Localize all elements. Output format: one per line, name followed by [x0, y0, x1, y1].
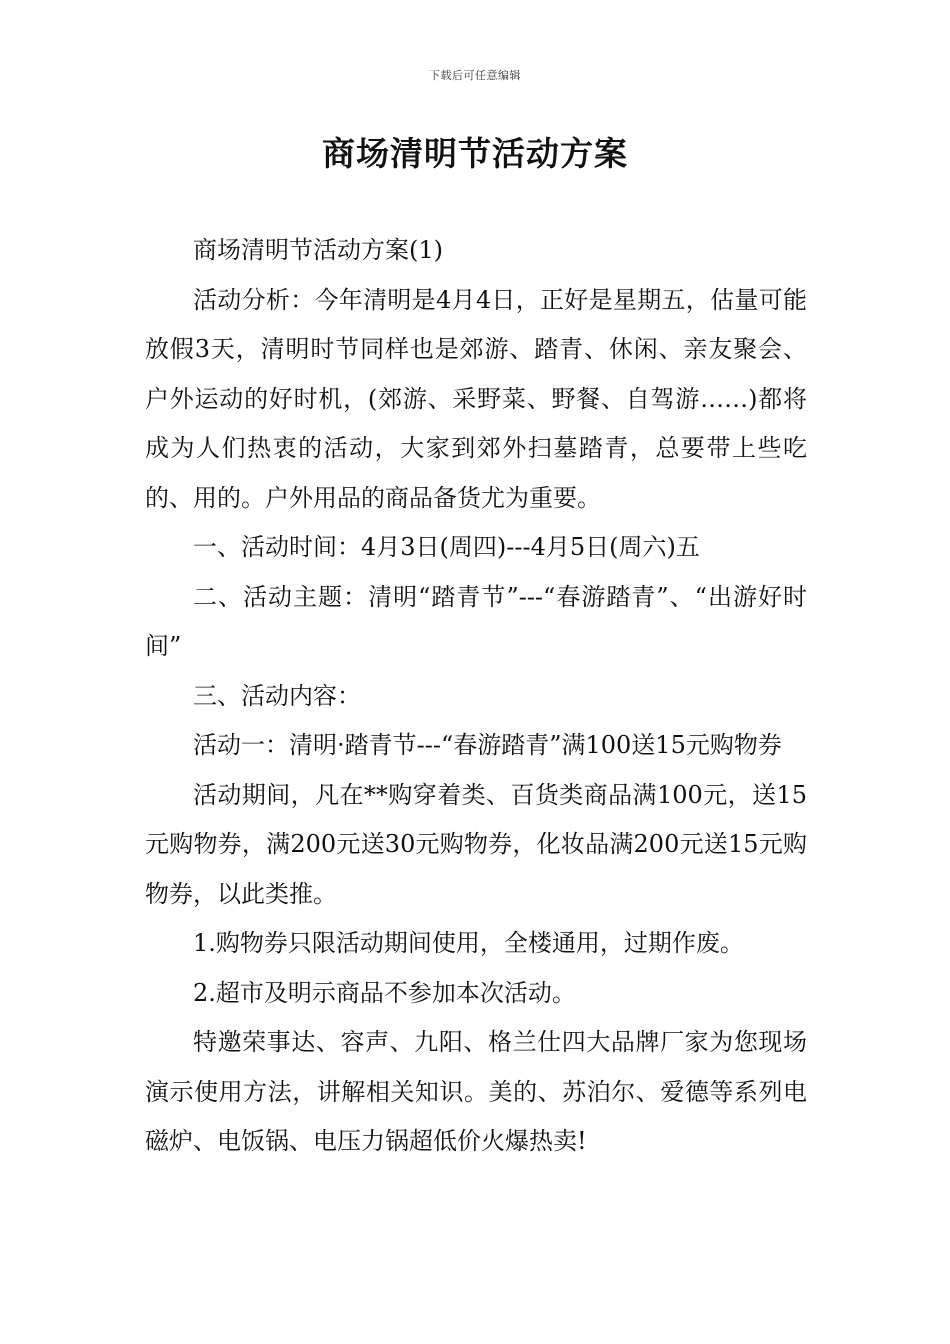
header-note: 下载后可任意编辑: [429, 69, 521, 82]
paragraph-activity-period: 活动期间，凡在**购穿着类、百货类商品满100元，送15元购物券，满200元送30元购物券，化妆品满200元送15元购物券，以此类推。: [145, 780, 807, 908]
paragraph-rule-2: 2.超市及明示商品不参加本次活动。: [193, 978, 576, 1007]
paragraph-activity-content-heading: 三、活动内容：: [193, 681, 361, 710]
paragraph-activity-time: 一、活动时间：4月3日(周四)---4月5日(周六)五: [193, 533, 700, 561]
paragraph-activity-one: 活动一：清明·踏青节---“春游踏青”满100送15元购物券: [193, 731, 782, 759]
paragraph-activity-theme: 二、活动主题：清明“踏青节”---“春游踏青”、“出游好时间”: [145, 582, 807, 660]
paragraph-brands: 特邀荣事达、容声、九阳、格兰仕四大品牌厂家为您现场演示使用方法，讲解相关知识。美的、苏泊尔、爱德等系列电磁炉、电饭锅、电压力锅超低价火爆热卖!: [145, 1028, 807, 1155]
document-body: [145, 226, 807, 1167]
paragraph-subtitle: 商场清明节活动方案(1): [193, 236, 443, 264]
paragraph-rule-1: 1.购物券只限活动期间使用，全楼通用，过期作废。: [193, 929, 744, 957]
paragraph-analysis: 活动分析：今年清明是4月4日，正好是星期五，估量可能放假3天，清明时节同样也是郊游、踏青、休闲、亲友聚会、户外运动的好时机，(郊游、采野菜、野餐、自驾游……)都将成为人们热衷的活动，大家到郊外扫墓踏青，总要带上些吃的、用的。户外用品的商品备货尤为重要。: [145, 285, 807, 512]
document-title: 商场清明节活动方案: [322, 134, 628, 173]
